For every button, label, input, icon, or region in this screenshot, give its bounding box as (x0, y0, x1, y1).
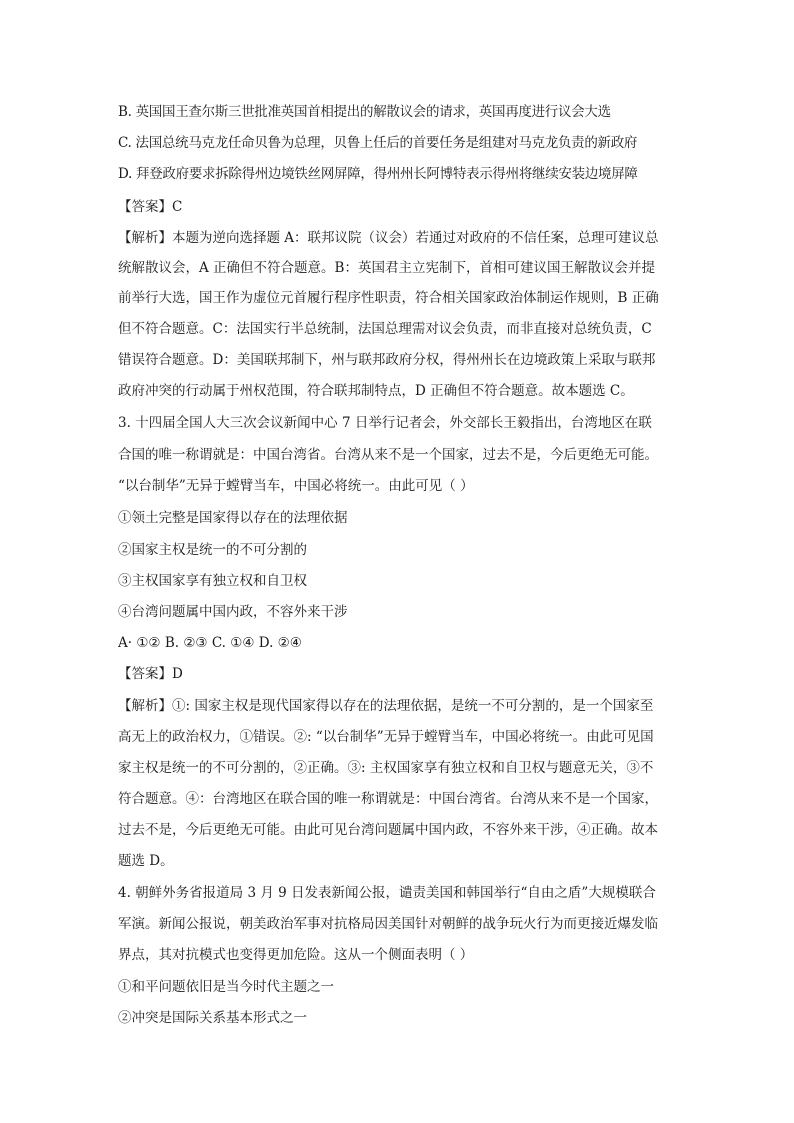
q2-analysis-line: 【解析】本题为逆向选择题 A：联邦议院（议会）若通过对政府的不信任案，总理可建议总 (118, 230, 659, 246)
q3-answer: 【答案】D (118, 666, 183, 682)
q2-analysis-line: 但不符合题意。C：法国实行半总统制，法国总理需对议会负责，而非直接对总统负责，C (118, 321, 652, 337)
q4-item: ②冲突是国际关系基本形式之一 (118, 1010, 307, 1026)
q3-analysis-line: 题选 D。 (118, 853, 174, 869)
q3-choices: A· ①② B. ②③ C. ①④ D. ②④ (118, 635, 302, 651)
q4-item: ①和平问题依旧是当今时代主题之一 (118, 979, 334, 995)
q3-item: ①领土完整是国家得以存在的法理依据 (118, 510, 348, 526)
q3-analysis-line: 【解析】①: 国家主权是现代国家得以存在的法理依据，是统一不可分割的，是一个国家至 (118, 698, 654, 714)
q2-option-b: B. 英国国王查尔斯三世批准英国首相提出的解散议会的请求，英国再度进行议会大选 (118, 104, 611, 120)
q2-analysis-line: 政府冲突的行动属于州权范围，符合联邦制特点，D 正确但不符合题意。故本题选 C。 (118, 383, 634, 399)
q4-stem-line: 界点，其对抗模式也变得更加危险。这从一个侧面表明（ ） (118, 947, 474, 963)
q2-analysis-line: 前举行大选，国王作为虚位元首履行程序性职责，符合相关国家政治体制运作规则，B 正确 (118, 290, 659, 306)
q3-stem-line: 合国的唯一称谓就是：中国台湾省。台湾从来不是一个国家，过去不是，今后更绝无可能。 (118, 447, 658, 463)
q3-item: ②国家主权是统一的不可分割的 (118, 542, 307, 558)
q3-stem-line: “以台制华”无异于螳臂当车，中国必将统一。由此可见（ ） (118, 478, 474, 494)
q3-analysis-line: 过去不是，今后更绝无可能。由此可见台湾问题属中国内政，不容外来干涉，④正确。故本 (118, 822, 658, 838)
q3-item: ④台湾问题属中国内政，不容外来干涉 (118, 604, 348, 620)
q3-item: ③主权国家享有独立权和自卫权 (118, 573, 307, 589)
q2-option-d: D. 拜登政府要求拆除得州边境铁丝网屏障，得州州长阿博特表示得州将继续安装边境屏障 (118, 166, 638, 182)
q4-stem-line: 4. 朝鲜外务省报道局 3 月 9 日发表新闻公报，谴责美国和韩国举行“自由之盾”大规模联合 (118, 885, 656, 901)
q3-stem-line: 3. 十四届全国人大三次会议新闻中心 7 日举行记者会，外交部长王毅指出，台湾地区在联 (118, 415, 652, 431)
q4-stem-line: 军演。新闻公报说，朝美政治军事对抗格局因美国针对朝鲜的战争玩火行为而更接近爆发临 (118, 916, 658, 932)
q2-analysis-line: 错误符合题意。D：美国联邦制下，州与联邦政府分权，得州州长在边境政策上采取与联邦 (118, 352, 656, 368)
q2-answer: 【答案】C (118, 199, 183, 215)
q3-analysis-line: 家主权是统一的不可分割的，②正确。③: 主权国家享有独立权和自卫权与题意无关，③不 (118, 760, 654, 776)
q2-option-c: C. 法国总统马克龙任命贝鲁为总理，贝鲁上任后的首要任务是组建对马克龙负责的新政府 (118, 135, 638, 151)
q3-analysis-line: 高无上的政治权力，①错误。②: “以台制华”无异于螳臂当车，中国必将统一。由此可见国 (118, 729, 654, 745)
q3-analysis-line: 符合题意。④：台湾地区在联合国的唯一称谓就是：中国台湾省。台湾从来不是一个国家， (118, 791, 658, 807)
q2-analysis-line: 统解散议会，A 正确但不符合题意。B：英国君主立宪制下，首相可建议国王解散议会并提 (118, 260, 655, 276)
